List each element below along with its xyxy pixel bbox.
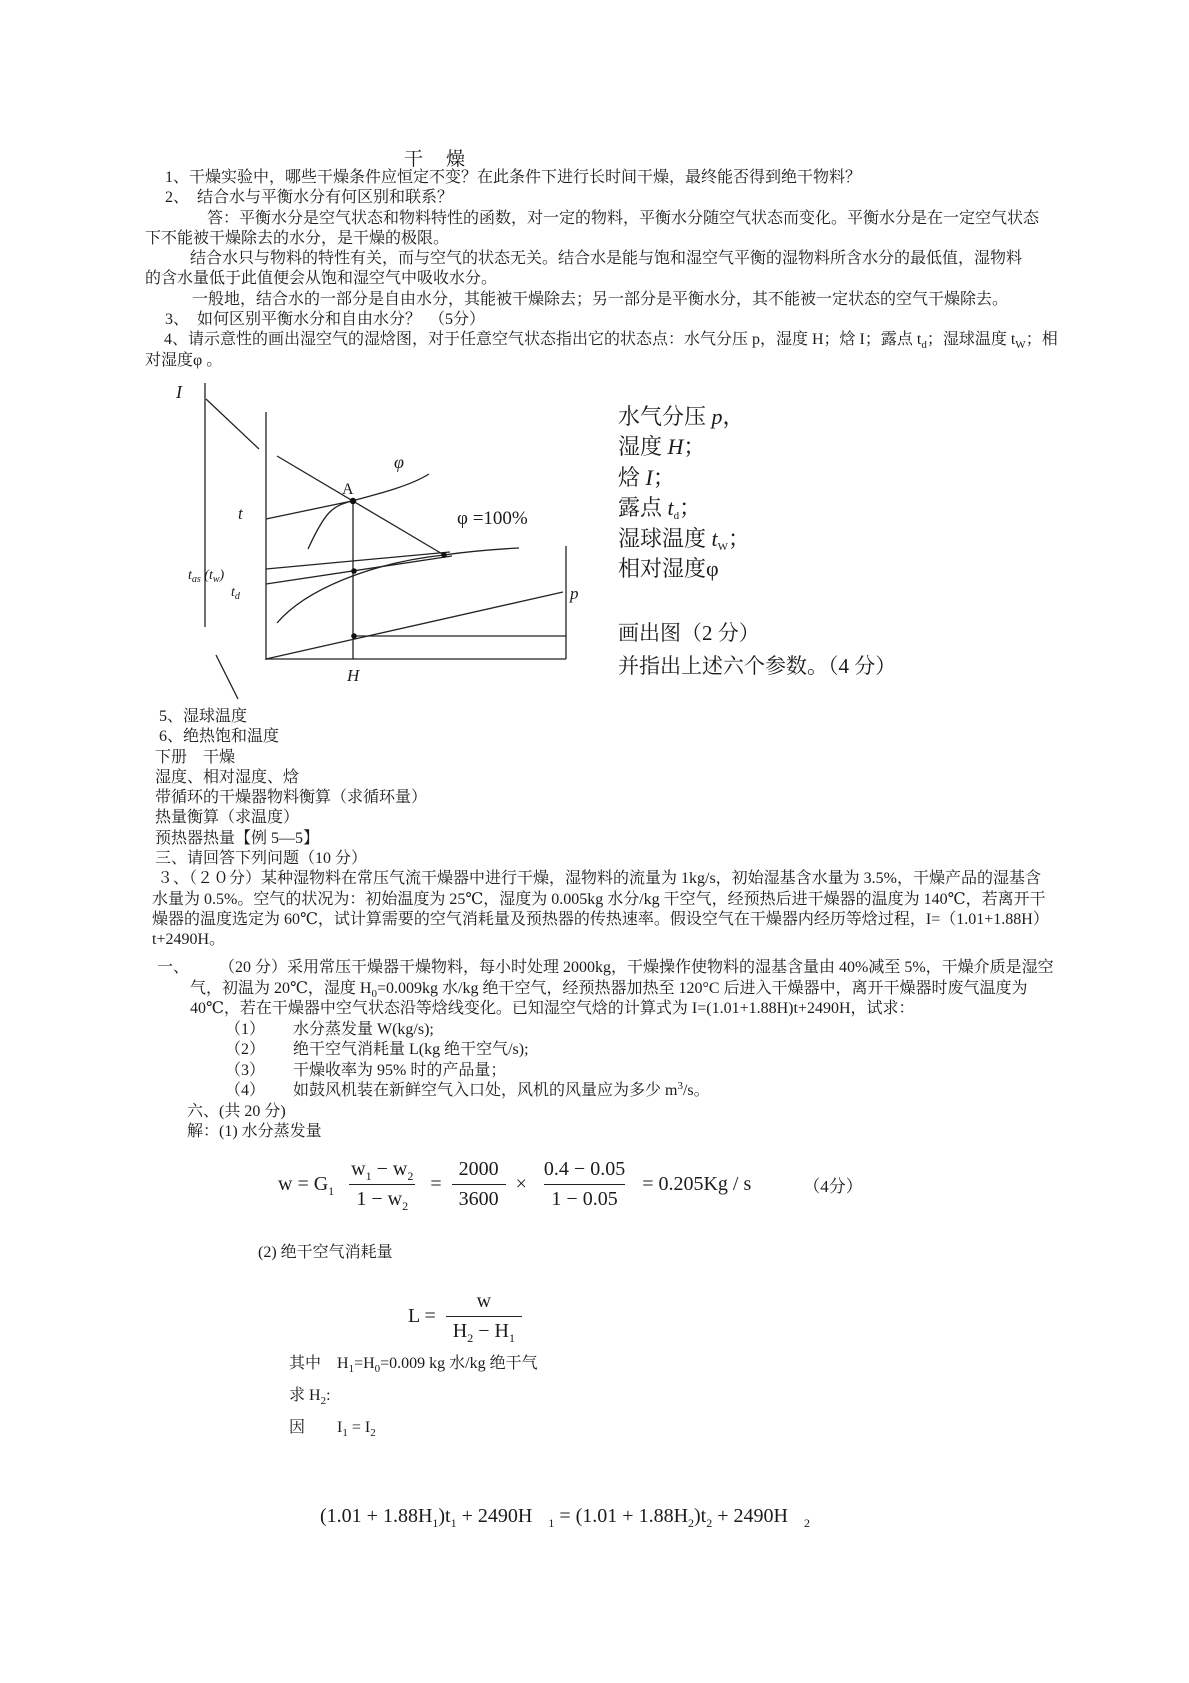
psychrometric-chart xyxy=(160,360,586,710)
iso-enthalpy-line-upper xyxy=(206,399,259,449)
text-line: 湿度、相对湿度、焓 xyxy=(155,768,300,786)
text-line: 40℃，若在干燥器中空气状态沿等焓线变化。已知湿空气焓的计算式为 I=(1.01+1.88H)t+2490H，试求： xyxy=(190,1000,915,1017)
text-line: 一般地，结合水的一部分是自由水分，其能被干燥除去；另一部分是平衡水分，其不能被一定状态的空气干燥除去。 xyxy=(192,290,1009,308)
text-line: 6、绝热饱和温度 xyxy=(159,728,280,746)
formula-air-consumption xyxy=(408,1290,522,1343)
text-line: 3、 如何区别平衡水分和自由水分？ （5分） xyxy=(165,311,486,329)
section-questions xyxy=(145,168,1058,371)
dew-point-temp-label: $t_d$ xyxy=(231,585,240,602)
formula-enthalpy-balance: $(1.01 + 1.88H_1)t_1 + 2490H$ $_1 = (1.01 + 1.88H_2)t_2 + 2490H$ $_2$ xyxy=(320,1505,810,1530)
text-line: 的含水量低于此值便会从饱和湿空气中吸收水分。 xyxy=(145,270,498,288)
text-run: 干燥收率为 95% 时的产品量； xyxy=(293,1061,507,1079)
text-run: 气，初温为 20℃，湿度 H xyxy=(190,979,372,997)
text-line: 结合水只与物料的特性有关，而与空气的状态无关。结合水是能与饱和湿空气平衡的湿物料所含水分的最低值，湿物料 xyxy=(190,250,1023,268)
text-line: (2) 绝干空气消耗量 xyxy=(258,1244,393,1261)
formula-lhs: $w = G_1$ xyxy=(278,1173,335,1198)
text-run: ；湿球温度 t xyxy=(926,331,1016,349)
wet-bulb-point-dot xyxy=(441,552,447,558)
wet-bulb-temp-label: $t_{as}$ $(t_w)$ xyxy=(188,568,225,585)
text-run: 水分蒸发量 W(kg/s); xyxy=(293,1020,434,1038)
sub-item-1 xyxy=(225,1020,1054,1041)
text-line: 因 $I_1 = I_2$ xyxy=(289,1419,376,1439)
param-list xyxy=(618,402,750,584)
humidity-axis-label: H xyxy=(347,666,360,685)
text-line: 水量为 0.5%。空气的状况为：初始温度为 25℃，湿度为 0.005kg 水分/kg 干空气，经预热后进干燥器的温度为 140℃，若离开干 xyxy=(152,890,1046,908)
param-wet-bulb: 湿球温度 $t_W$； xyxy=(618,525,751,553)
text-run: 4、请示意性的画出湿空气的湿焓图，对于任意空气状态指出它的状态点：水气分压 p，湿度 H；焓 I；露点 t xyxy=(164,331,922,349)
param-dew-point: 露点 $t_d$； xyxy=(618,495,702,523)
point-A-label: A xyxy=(342,481,354,498)
state-point-A-dot xyxy=(350,498,356,504)
text-line: 对湿度φ 。 xyxy=(145,351,223,369)
text-line: 下不能被干燥除去的水分，是干燥的极限。 xyxy=(145,229,450,247)
temperature-label: t xyxy=(238,504,243,523)
formula-result: = 0.205Kg / s xyxy=(642,1173,752,1195)
text-line: 解：(1) 水分蒸发量 xyxy=(187,1123,322,1140)
superscript: 3 xyxy=(677,1080,683,1092)
times-sign: × xyxy=(515,1173,527,1195)
item-number: （4） xyxy=(225,1082,266,1099)
text-line: 2、 结合水与平衡水分有何区别和联系？ xyxy=(165,189,454,207)
param-humidity: 湿度 H； xyxy=(618,434,706,460)
text-line: 下册 干燥 xyxy=(155,748,236,766)
point-note: 并指出上述六个参数。（4 分） xyxy=(618,654,897,678)
text-line: t+2490H。 xyxy=(152,931,226,949)
draw-note: 画出图（2 分） xyxy=(618,621,760,645)
text-run: /s。 xyxy=(682,1082,710,1099)
phi-100-label: φ =100% xyxy=(457,508,528,529)
item-number: （3） xyxy=(225,1061,266,1079)
temperature-line xyxy=(266,501,352,519)
doc-title: 干 燥 xyxy=(404,149,468,170)
saturation-curve xyxy=(277,548,519,623)
pressure-axis-label: p xyxy=(570,584,579,603)
text-run: 绝干空气消耗量 L(kg 绝干空气/s); xyxy=(293,1041,529,1058)
text-line: 答：平衡水分是空气状态和物料特性的函数，对一定的物料，平衡水分随空气状态而变化。平衡水分是在一定空气状态 xyxy=(207,209,1040,227)
section-problem-one xyxy=(143,958,1054,1143)
formula-lhs: L = xyxy=(408,1305,436,1327)
enthalpy-axis-label: I xyxy=(176,382,182,402)
sub-item-4 xyxy=(225,1081,1054,1102)
iso-enthalpy-line-through-A xyxy=(277,456,444,555)
param-enthalpy: 焓 I； xyxy=(618,464,675,490)
text-line: 求 $H_2$: xyxy=(289,1387,331,1407)
item-number: （1） xyxy=(225,1020,266,1038)
text-line: 三、请回答下列问题（10 分） xyxy=(155,850,368,868)
text-line: 5、湿球温度 xyxy=(159,708,248,725)
fraction-feed: $\frac{2000}{3600}$ xyxy=(452,1158,506,1211)
text-line: 燥器的温度选定为 60℃，试计算需要的空气消耗量及预热器的传热速率。假设空气在干燥器内经历等焓过程，I=（1.01+1.88H） xyxy=(152,910,1049,928)
text-run: =0.009kg 水/kg 绝干空气，经预热器加热至 120°C 后进入干燥器中，离开干燥器时废气温度为 xyxy=(376,979,1028,997)
fraction-water: $\frac{0.4 - 0.05}{1 - 0.05}$ xyxy=(543,1158,626,1210)
phi-label: φ xyxy=(394,452,404,472)
section-topics xyxy=(145,707,1049,951)
partial-pressure-line xyxy=(266,592,563,659)
fraction-L: $\frac{w}{H_2 - H_1}$ xyxy=(446,1290,522,1343)
equals-sign: = xyxy=(430,1173,442,1195)
text-run: 如鼓风机装在新鲜空气入口处，风机的风量应为多少 m xyxy=(293,1082,678,1099)
param-vapor-pressure: 水气分压 p， xyxy=(618,404,745,429)
item-number: 一、 xyxy=(157,959,190,976)
formula-evaporation xyxy=(278,1158,863,1211)
sub-item-2 xyxy=(225,1040,1054,1061)
text-line: 六、(共 20 分) xyxy=(187,1102,286,1120)
param-relative-humidity: 相对湿度φ xyxy=(618,555,719,581)
axis-tick-stroke xyxy=(216,655,238,699)
pressure-point-dot xyxy=(351,633,357,639)
subscript: d xyxy=(921,339,927,352)
score-note: （4分） xyxy=(803,1177,863,1196)
text-line: 带循环的干燥器物料衡算（求循环量） xyxy=(155,789,428,807)
text-line xyxy=(164,330,1058,350)
subscript: W xyxy=(1015,339,1026,352)
text-line: 预热器热量【例 5—5】 xyxy=(155,829,320,847)
dew-point-dot xyxy=(351,568,357,574)
text-line: 热量衡算（求温度） xyxy=(155,809,300,827)
text-line: ３、（２０分）某种湿物料在常压气流干燥器中进行干燥，湿物料的流量为 1kg/s，初始湿基含水量为 3.5%，干燥产品的湿基含 xyxy=(157,870,1042,888)
text-line: 其中 $H_1=H_0=0.009$ kg 水/kg 绝干气 xyxy=(289,1355,538,1375)
text-run: ；相 xyxy=(1025,331,1058,349)
item-number: （2） xyxy=(225,1041,266,1058)
text-run: （20 分）采用常压干燥器干燥物料，每小时处理 2000kg，干燥操作使物料的湿基含量由 40%减至 5%，干燥介质是湿空 xyxy=(219,959,1054,976)
sub-item-3 xyxy=(225,1061,1054,1082)
fraction-moisture: $\frac{w_1 - w_2}{1 - w_2}$ xyxy=(351,1158,414,1213)
text-line xyxy=(190,979,1054,1000)
subscript: 0 xyxy=(371,987,377,1000)
text-line: 1、干燥实验中，哪些干燥条件应恒定不变？在此条件下进行长时间干燥，最终能否得到绝干物料？ xyxy=(165,169,862,186)
text-line xyxy=(143,958,1054,979)
